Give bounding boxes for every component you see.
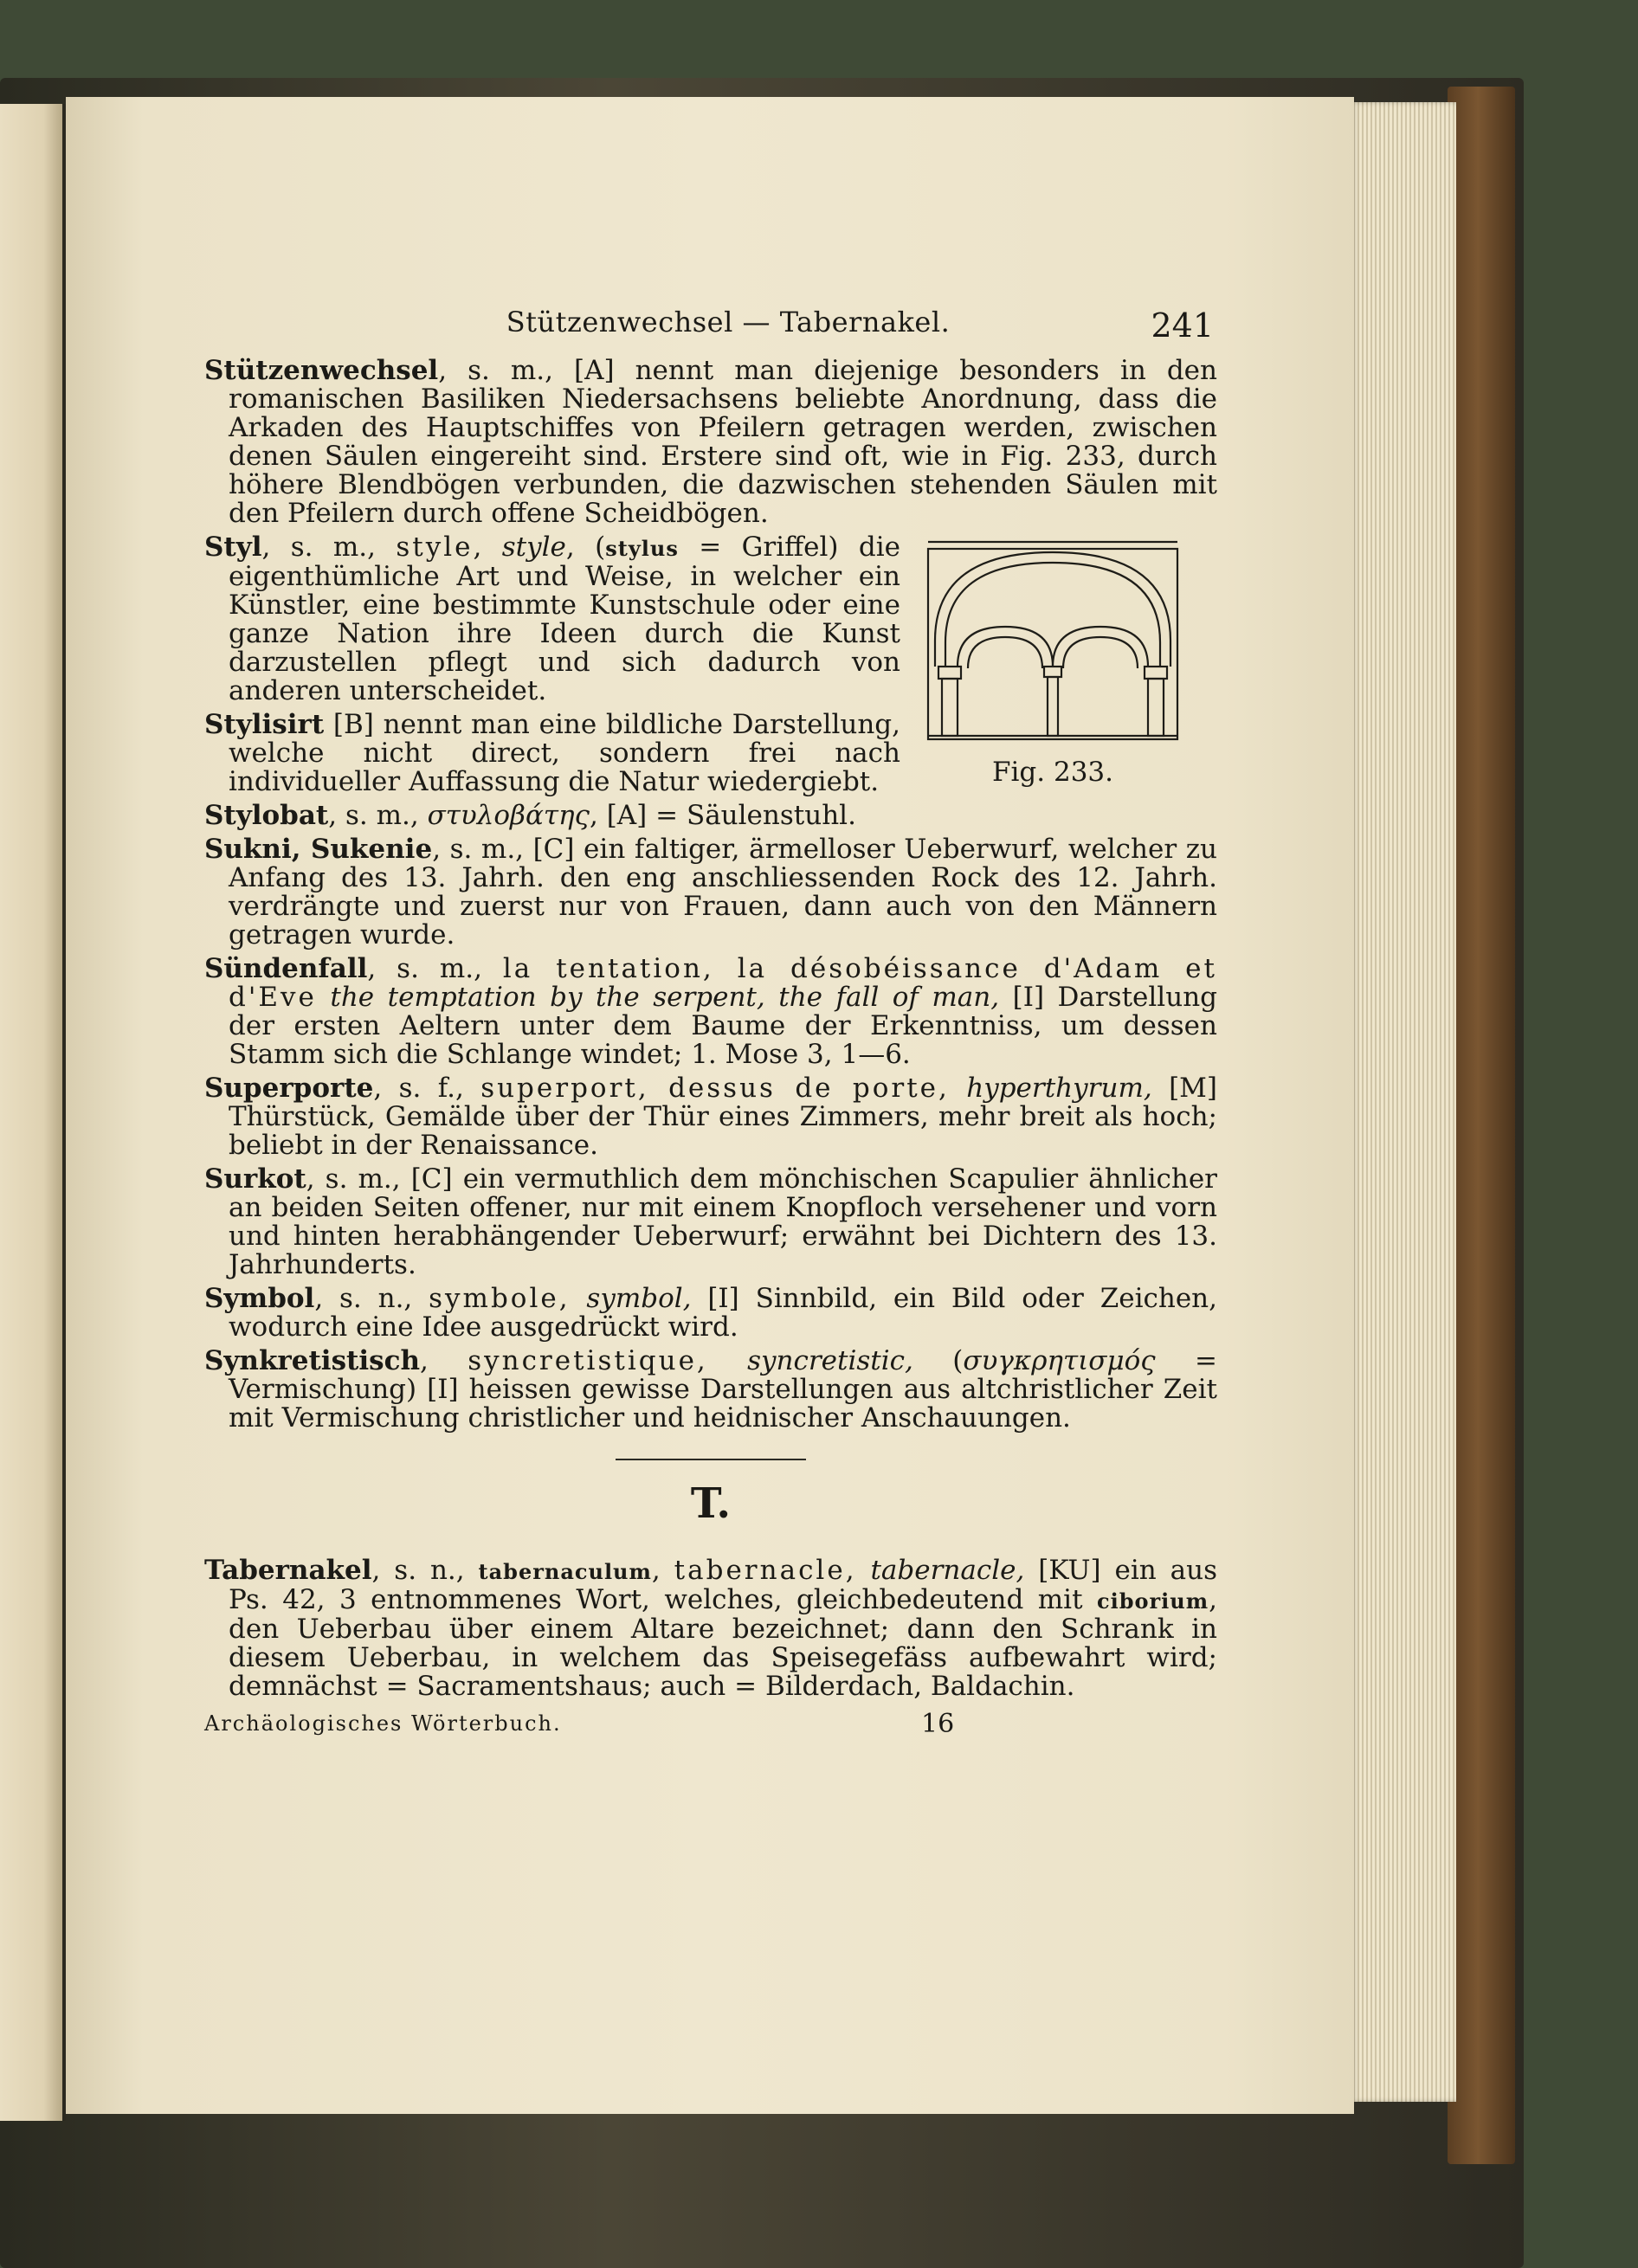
entry-symbol — [204, 1285, 1217, 1342]
english-term: tabernacle, — [870, 1555, 1025, 1586]
entry-text: , s. m., — [261, 532, 397, 563]
entry-body: , s. m., [C] ein faltiger, ärmelloser Ueberwurf, welcher zu Anfang des 13. Jahrh. den eng anschliessenden Rock des 12. Jahrh. verdrängte und zuerst nur von Frauen, dann auch von den Männern getragen wurde. — [229, 834, 1217, 950]
entry-superporte — [204, 1074, 1217, 1160]
entry-headword: Sukni, Sukenie — [204, 834, 433, 865]
french-term: superport, dessus de porte, — [480, 1073, 950, 1104]
entry-text — [708, 1345, 747, 1376]
entry-suendenfall — [204, 955, 1217, 1069]
arcade-arch-right — [1053, 627, 1148, 667]
latin-term: tabernaculum — [478, 1559, 652, 1584]
entry-text: , s. m., — [328, 800, 428, 831]
entry-headword: Stylisirt — [204, 709, 325, 740]
entry-text: [I] Darstellung der ersten Aeltern unter dem Baume der Erkenntniss, um dessen Stamm sich die Schlange windet; 1. Mose 3, 1—6. — [229, 982, 1217, 1070]
entry-text: , s. m., — [367, 953, 503, 984]
french-term: style — [396, 532, 474, 563]
entry-headword: Styl — [204, 532, 262, 563]
entry-stylobat — [204, 802, 1217, 830]
entry-text: , s. n., — [314, 1283, 429, 1314]
column-middle — [1048, 677, 1058, 736]
arcade-arch-left — [958, 627, 1053, 667]
entry-text: [I] Sinnbild, ein Bild oder Zeichen, wodurch eine Idee ausgedrückt wird. — [229, 1283, 1217, 1343]
entry-text: , s. f., — [373, 1073, 481, 1104]
entry-body: , s. m., [C] ein vermuthlich dem mönchischen Scapulier ähnlicher an beiden Seiten offener, nur mit einem Knopfloch versehener und vorn und hinten herabhängender Ueberwurf; erwähnt bei Dichtern des 13. Jahrhunderts. — [229, 1163, 1217, 1280]
figure-caption: Fig. 233. — [992, 757, 1113, 788]
french-term: syncretistique, — [468, 1345, 708, 1376]
arcade-illustration — [923, 537, 1183, 753]
english-term: the temptation by the serpent, the fall of man, — [330, 982, 1000, 1013]
entry-synkretistisch — [204, 1347, 1217, 1433]
latin-term: stylus — [605, 536, 679, 561]
pier-left — [942, 679, 958, 736]
column-capital — [1044, 667, 1061, 677]
latin-term: ciborium — [1097, 1588, 1209, 1614]
pier-capital-right — [1145, 667, 1167, 679]
entry-text: , — [651, 1555, 674, 1586]
entry-text: [KU] ein aus Ps. 42, 3 entnommenes Wort, welches, gleichbedeutend mit — [229, 1555, 1217, 1615]
entry-text: , — [473, 532, 502, 563]
page-footer — [204, 1710, 1217, 1744]
signature-mark: 16 — [921, 1709, 955, 1739]
running-title: Stützenwechsel — Tabernakel. — [506, 306, 951, 338]
left-page-edge — [0, 104, 66, 2121]
entry-text: , s. n., — [371, 1555, 479, 1586]
french-term: tabernacle, — [674, 1555, 857, 1586]
entry-headword: Tabernakel — [204, 1555, 372, 1586]
frame-line — [928, 549, 1177, 739]
entry-text: [M] Thürstück, Gemälde über der Thür eines Zimmers, mehr breit als hoch; beliebt in der Renaissance. — [229, 1073, 1217, 1161]
page-text — [204, 305, 1217, 1744]
entry-headword: Symbol — [204, 1283, 315, 1314]
entry-surkot — [204, 1165, 1217, 1279]
french-term: la tentation, la désobéissance d'Adam et d'Eve — [229, 953, 1217, 1013]
page-number: 241 — [1151, 306, 1214, 345]
pier-capital-left — [938, 667, 961, 679]
english-term: hyperthyrum, — [966, 1073, 1152, 1104]
entry-headword: Superporte — [204, 1073, 374, 1104]
entry-body: , s. m., [A] nennt man diejenige besonders in den romanischen Basiliken Niedersachsens beliebte Anordnung, dass die Arkaden des Hauptschiffes von Pfeilern getragen werden, zwischen denen Säulen eingereiht sind. Erstere sind oft, wie in Fig. 233, durch höhere Blendbögen verbunden, die dazwischen stehenden Säulen mit den Pfeilern durch offene Scheidbögen. — [229, 355, 1217, 529]
entry-text — [571, 1283, 587, 1314]
english-term: style — [501, 532, 566, 563]
entry-body: [B] nennt man eine bildliche Darstellung, welche nicht direct, sondern frei nach individueller Auffassung die Natur wiedergiebt. — [229, 709, 900, 797]
entry-text — [857, 1555, 871, 1586]
entry-text: , — [419, 1345, 468, 1376]
entry-sukni — [204, 835, 1217, 950]
entry-headword: Synkretistisch — [204, 1345, 420, 1376]
french-term: symbole, — [429, 1283, 571, 1314]
footer-title: Archäologisches Wörterbuch. — [204, 1711, 562, 1736]
entry-text: = Vermischung) [I] heissen gewisse Darstellungen aus altchristlicher Zeit mit Vermischung christlicher und heidnischer Anschauungen. — [229, 1345, 1217, 1434]
entry-text: , den Ueberbau über einem Altare bezeichnet; dann den Schrank in diesem Ueberbau, in welchem das Speisegefäss aufbewahrt wird; demnächst = Sacramentshaus; auch = Bilderdach, Baldachin. — [229, 1584, 1217, 1702]
entry-stuetzenwechsel — [204, 357, 1217, 528]
entry-headword: Stützenwechsel — [204, 355, 439, 386]
english-term: syncretistic, — [747, 1345, 913, 1376]
greek-term: στυλοβάτης — [427, 800, 590, 831]
entry-text: ( — [913, 1345, 964, 1376]
book-page — [66, 97, 1354, 2114]
section-divider — [616, 1459, 806, 1460]
running-head — [204, 305, 1217, 357]
blind-arch — [935, 552, 1170, 667]
entry-headword: Stylobat — [204, 800, 329, 831]
entry-headword: Surkot — [204, 1163, 306, 1195]
entry-tabernakel — [204, 1556, 1217, 1701]
entry-text — [950, 1073, 966, 1104]
figure-233 — [923, 537, 1183, 796]
entry-text: = Griffel) die eigenthümliche Art und Weise, in welcher ein Künstler, eine bestimmte Kunstschule oder eine ganze Nation ihre Ideen durch die Kunst darzustellen pflegt und sich dadurch von anderen unterscheidet. — [229, 532, 900, 706]
entry-text: , ( — [565, 532, 606, 563]
entry-text: , [A] = Säulenstuhl. — [589, 800, 856, 831]
entry-headword: Sündenfall — [204, 953, 368, 984]
page-stack-edges — [1351, 102, 1456, 2102]
entry-text — [317, 982, 331, 1013]
book-cover-edge — [1448, 87, 1515, 2164]
section-letter: T. — [690, 1479, 732, 1528]
pier-right — [1148, 679, 1164, 736]
greek-term: συγκρητισμός — [963, 1345, 1156, 1376]
english-term: symbol, — [586, 1283, 692, 1314]
